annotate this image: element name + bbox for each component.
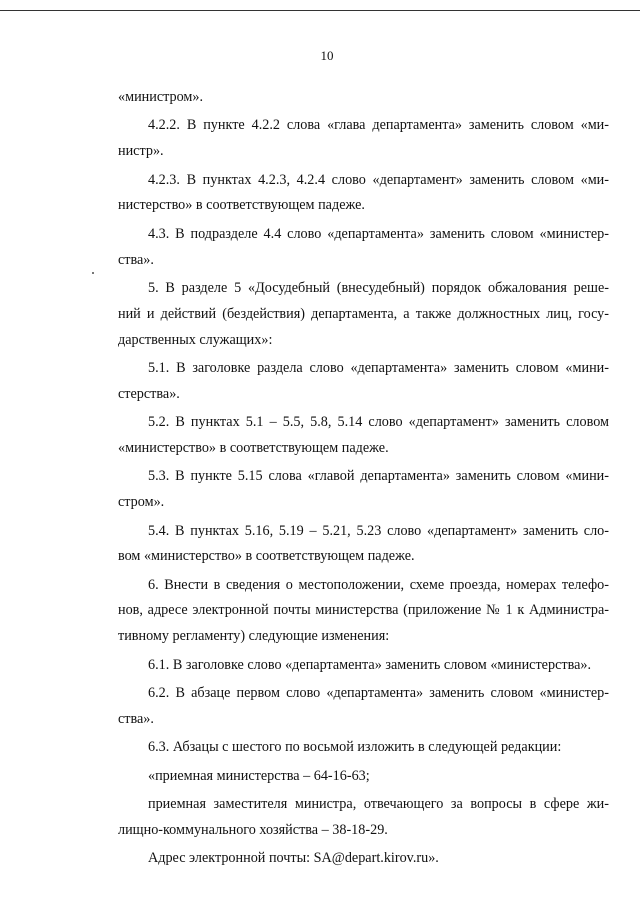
paragraph — [118, 792, 609, 844]
paragraph — [118, 464, 609, 516]
text-line: нистр». — [118, 143, 164, 160]
text-line: тивному регламенту) следующие изменения: — [118, 628, 390, 645]
paragraph — [118, 735, 609, 761]
paragraph — [118, 113, 609, 165]
text-line: дарственных служащих»: — [118, 331, 273, 348]
top-border-line — [0, 10, 640, 11]
document-body — [118, 85, 609, 872]
paragraph — [118, 168, 609, 220]
text-line: 6.2. В абзаце первом слово «департамента» заменить словом «министер- — [148, 685, 609, 702]
text-line: 5.1. В заголовке раздела слово «департамента» заменить словом «мини- — [148, 359, 609, 376]
text-line: 5.2. В пунктах 5.1 – 5.5, 5.8, 5.14 слово «департамент» заменить словом — [148, 414, 609, 431]
paragraph — [118, 410, 609, 462]
paragraph — [118, 222, 609, 274]
text-line: 4.2.2. В пункте 4.2.2 слова «глава департамента» заменить словом «ми- — [148, 117, 609, 134]
text-line: 5.3. В пункте 5.15 слова «главой департамента» заменить словом «мини- — [148, 468, 609, 485]
text-line: 5.4. В пунктах 5.16, 5.19 – 5.21, 5.23 слово «департамент» заменить сло- — [148, 522, 609, 539]
text-line: лищно-коммунального хозяйства – 38-18-29. — [118, 821, 388, 838]
text-line: нов, адресе электронной почты министерства (приложение № 1 к Администра- — [118, 602, 609, 619]
paragraph — [118, 519, 609, 571]
text-line: «министерство» в соответствующем падеже. — [118, 439, 389, 456]
text-line: ний и действий (бездействия) департамента, а также должностных лиц, госу- — [118, 305, 609, 322]
paragraph — [118, 764, 609, 790]
text-line: стерства». — [118, 385, 180, 402]
paragraph — [118, 276, 609, 353]
text-line: вом «министерство» в соответствующем падеже. — [118, 548, 415, 565]
paragraph — [118, 681, 609, 733]
text-line: 6. Внести в сведения о местоположении, схеме проезда, номерах телефо- — [148, 576, 609, 593]
text-line: 4.3. В подразделе 4.4 слово «департамента» заменить словом «министер- — [148, 225, 609, 242]
text-line: «министром». — [118, 89, 204, 105]
paragraph — [118, 846, 609, 872]
margin-mark — [92, 272, 94, 274]
paragraph — [118, 573, 609, 650]
text-line: приемная заместителя министра, отвечающего за вопросы в сфере жи- — [148, 796, 609, 813]
text-line: нистерство» в соответствующем падеже. — [118, 197, 365, 214]
paragraph — [118, 356, 609, 408]
text-line: 5. В разделе 5 «Досудебный (внесудебный) порядок обжалования реше- — [148, 279, 609, 296]
text-line: Адрес электронной почты: SA@depart.kirov.ru». — [148, 850, 439, 867]
text-line: 6.3. Абзацы с шестого по восьмой изложить в следующей редакции: — [148, 739, 562, 756]
text-line: стром». — [118, 494, 165, 511]
text-line: ства». — [118, 251, 154, 268]
paragraph — [118, 653, 609, 679]
text-line: 6.1. В заголовке слово «департамента» заменить словом «министерства». — [148, 656, 592, 673]
paragraph — [118, 85, 609, 111]
text-line: ства». — [118, 710, 154, 727]
page-number: 10 — [320, 48, 334, 63]
text-line: «приемная министерства – 64-16-63; — [148, 767, 370, 784]
text-line: 4.2.3. В пунктах 4.2.3, 4.2.4 слово «департамент» заменить словом «ми- — [148, 171, 609, 188]
